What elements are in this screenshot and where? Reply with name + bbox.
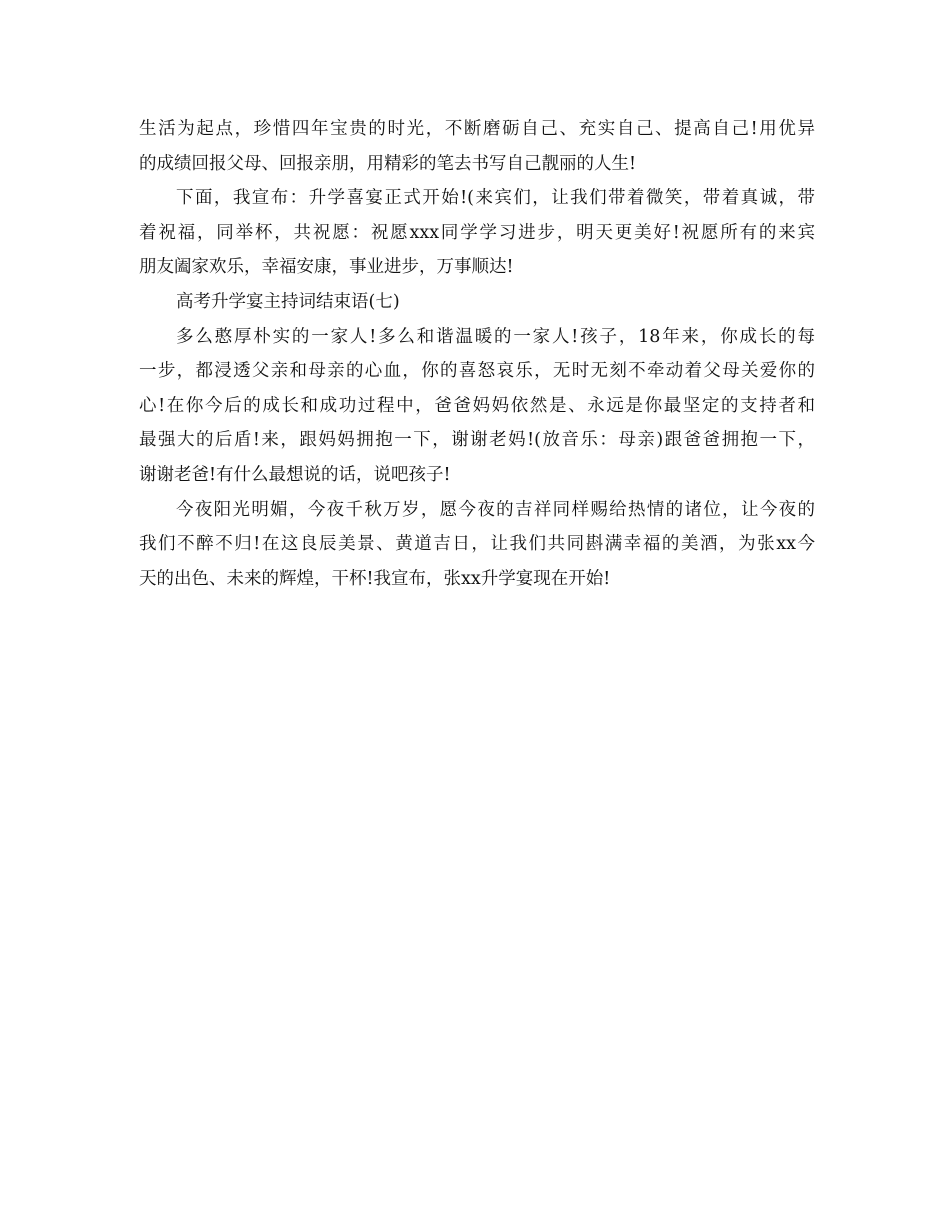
paragraph-line: 谢谢老爸!有什么最想说的话，说吧孩子! — [139, 464, 451, 485]
paragraph-line: 我们不醉不归!在这良辰美景、黄道吉日，让我们共同斟满幸福的美酒，为张xx今 — [139, 534, 815, 555]
paragraph-line: 天的出色、未来的辉煌，干杯!我宣布，张xx升学宴现在开始! — [139, 568, 611, 589]
paragraph-line: 生活为起点，珍惜四年宝贵的时光，不断磨砺自己、充实自己、提高自己!用优异 — [139, 119, 815, 139]
paragraph-line: 多么憨厚朴实的一家人!多么和谐温暖的一家人!孩子，18年来，你成长的每 — [176, 326, 815, 347]
paragraph-line: 朋友阖家欢乐，幸福安康，事业进步，万事顺达! — [139, 257, 514, 278]
paragraph-line: 的成绩回报父母、回报亲朋，用精彩的笔去书写自己靓丽的人生! — [139, 153, 637, 174]
section-heading: 高考升学宴主持词结束语(七) — [176, 291, 400, 312]
paragraph-line: 心!在你今后的成长和成功过程中，爸爸妈妈依然是、永远是你最坚定的支持者和 — [139, 395, 815, 416]
paragraph-line: 着祝福，同举杯，共祝愿：祝愿xxx同学学习进步，明天更美好!祝愿所有的来宾 — [139, 222, 815, 243]
paragraph-line: 最强大的后盾!来，跟妈妈拥抱一下，谢谢老妈!(放音乐：母亲)跟爸爸拥抱一下， — [139, 430, 815, 451]
document-body — [139, 112, 815, 596]
paragraph-line: 下面，我宣布：升学喜宴正式开始!(来宾们，让我们带着微笑，带着真诚，带 — [176, 188, 815, 209]
paragraph-line: 今夜阳光明媚，今夜千秋万岁，愿今夜的吉祥同样赐给热情的诸位，让今夜的 — [176, 499, 815, 520]
paragraph-line: 一步，都浸透父亲和母亲的心血，你的喜怒哀乐，无时无刻不牵动着父母关爱你的 — [139, 361, 815, 382]
